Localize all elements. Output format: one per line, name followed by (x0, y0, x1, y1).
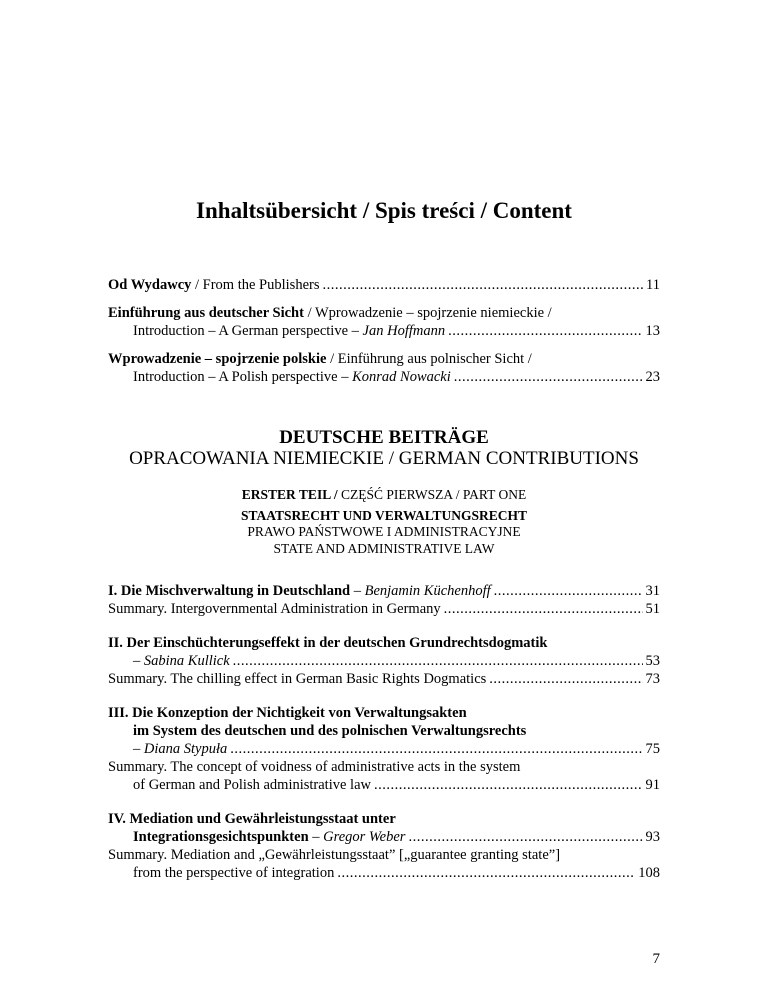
part-label-translations: CZĘŚĆ PIERWSZA / PART ONE (337, 487, 527, 502)
author-name: Gregor Weber (323, 829, 406, 845)
summary-line-continued: of German and Polish administrative law (133, 777, 371, 793)
front-matter-list (108, 276, 660, 396)
page-number: 75 (645, 741, 660, 757)
part-title: STAATSRECHT UND VERWALTUNGSRECHT (240, 507, 528, 523)
entry-title: Od Wydawcy (108, 277, 192, 293)
summary-line-continued: from the perspective of integration (133, 865, 335, 881)
author-name: Benjamin Küchenhoff (364, 583, 491, 599)
part-heading (0, 487, 768, 557)
toc-entry (108, 582, 660, 618)
part-title-en: STATE AND ADMINISTRATIVE LAW (273, 540, 495, 556)
chapter-title-continued: im System des deutschen und des polnischen Verwaltungsrechts (133, 723, 527, 739)
page-number: 13 (645, 323, 660, 339)
page-number: 23 (645, 369, 660, 385)
toc-entry (108, 276, 660, 294)
entry-subtitle: / Wprowadzenie – spojrzenie niemieckie / (303, 305, 552, 321)
dash-separator: – (308, 829, 324, 845)
section-title: DEUTSCHE BEITRÄGE (279, 427, 489, 448)
toc-entry (108, 810, 660, 882)
toc-entry (108, 704, 660, 794)
page-number: 108 (638, 865, 660, 881)
entry-subtitle: Introduction – A German perspective – (133, 323, 363, 339)
toc-entry (108, 634, 660, 688)
part-label: ERSTER TEIL / (241, 487, 338, 502)
toc-entry (108, 304, 660, 340)
dash-separator: – (133, 653, 144, 669)
chapter-title: II. Der Einschüchterungseffekt in der deutschen Grundrechtsdogmatik (108, 635, 548, 651)
entry-title: Einführung aus deutscher Sicht (108, 305, 304, 321)
summary-line: Summary. The concept of voidness of administrative acts in the system (108, 759, 521, 775)
folio-page-number: 7 (652, 951, 660, 967)
summary-line: Summary. Mediation and „Gewährleistungsstaat” [„guarantee granting state”] (108, 847, 561, 863)
entry-subtitle: / From the Publishers (191, 277, 320, 293)
chapter-list (108, 582, 660, 898)
part-title-pl: PRAWO PAŃSTWOWE I ADMINISTRACYJNE (247, 524, 521, 539)
author-name: Konrad Nowacki (352, 369, 451, 385)
author-name: Sabina Kullick (143, 653, 230, 669)
author-name: Jan Hoffmann (362, 323, 446, 339)
chapter-title: I. Die Mischverwaltung in Deutschland (108, 583, 351, 599)
page-number: 31 (645, 583, 660, 599)
entry-subtitle: / Einführung aus polnischer Sicht / (326, 351, 532, 367)
entry-title: Wprowadzenie – spojrzenie polskie (108, 351, 327, 367)
dash-separator: – (350, 583, 365, 599)
author-name: Diana Stypuła (143, 741, 228, 757)
section-heading (0, 427, 768, 470)
page-number: 93 (645, 829, 660, 845)
page-number: 73 (645, 671, 660, 687)
summary-line: Summary. Intergovernmental Administration in Germany (108, 601, 441, 617)
chapter-title-continued: Integrationsgesichtspunkten (133, 829, 309, 845)
section-subtitle: OPRACOWANIA NIEMIECKIE / GERMAN CONTRIBUTIONS (129, 448, 639, 469)
page-number: 11 (646, 277, 660, 293)
chapter-title: III. Die Konzeption der Nichtigkeit von Verwaltungsakten (108, 705, 467, 721)
page-number: 91 (645, 777, 660, 793)
page-number: 51 (645, 601, 660, 617)
toc-entry (108, 350, 660, 386)
page-title: Inhaltsübersicht / Spis treści / Content (196, 198, 572, 223)
summary-line: Summary. The chilling effect in German Basic Rights Dogmatics (108, 671, 487, 687)
chapter-title: IV. Mediation und Gewährleistungsstaat unter (108, 811, 396, 827)
page-number: 53 (645, 653, 660, 669)
dash-separator: – (133, 741, 144, 757)
entry-subtitle: Introduction – A Polish perspective – (133, 369, 353, 385)
